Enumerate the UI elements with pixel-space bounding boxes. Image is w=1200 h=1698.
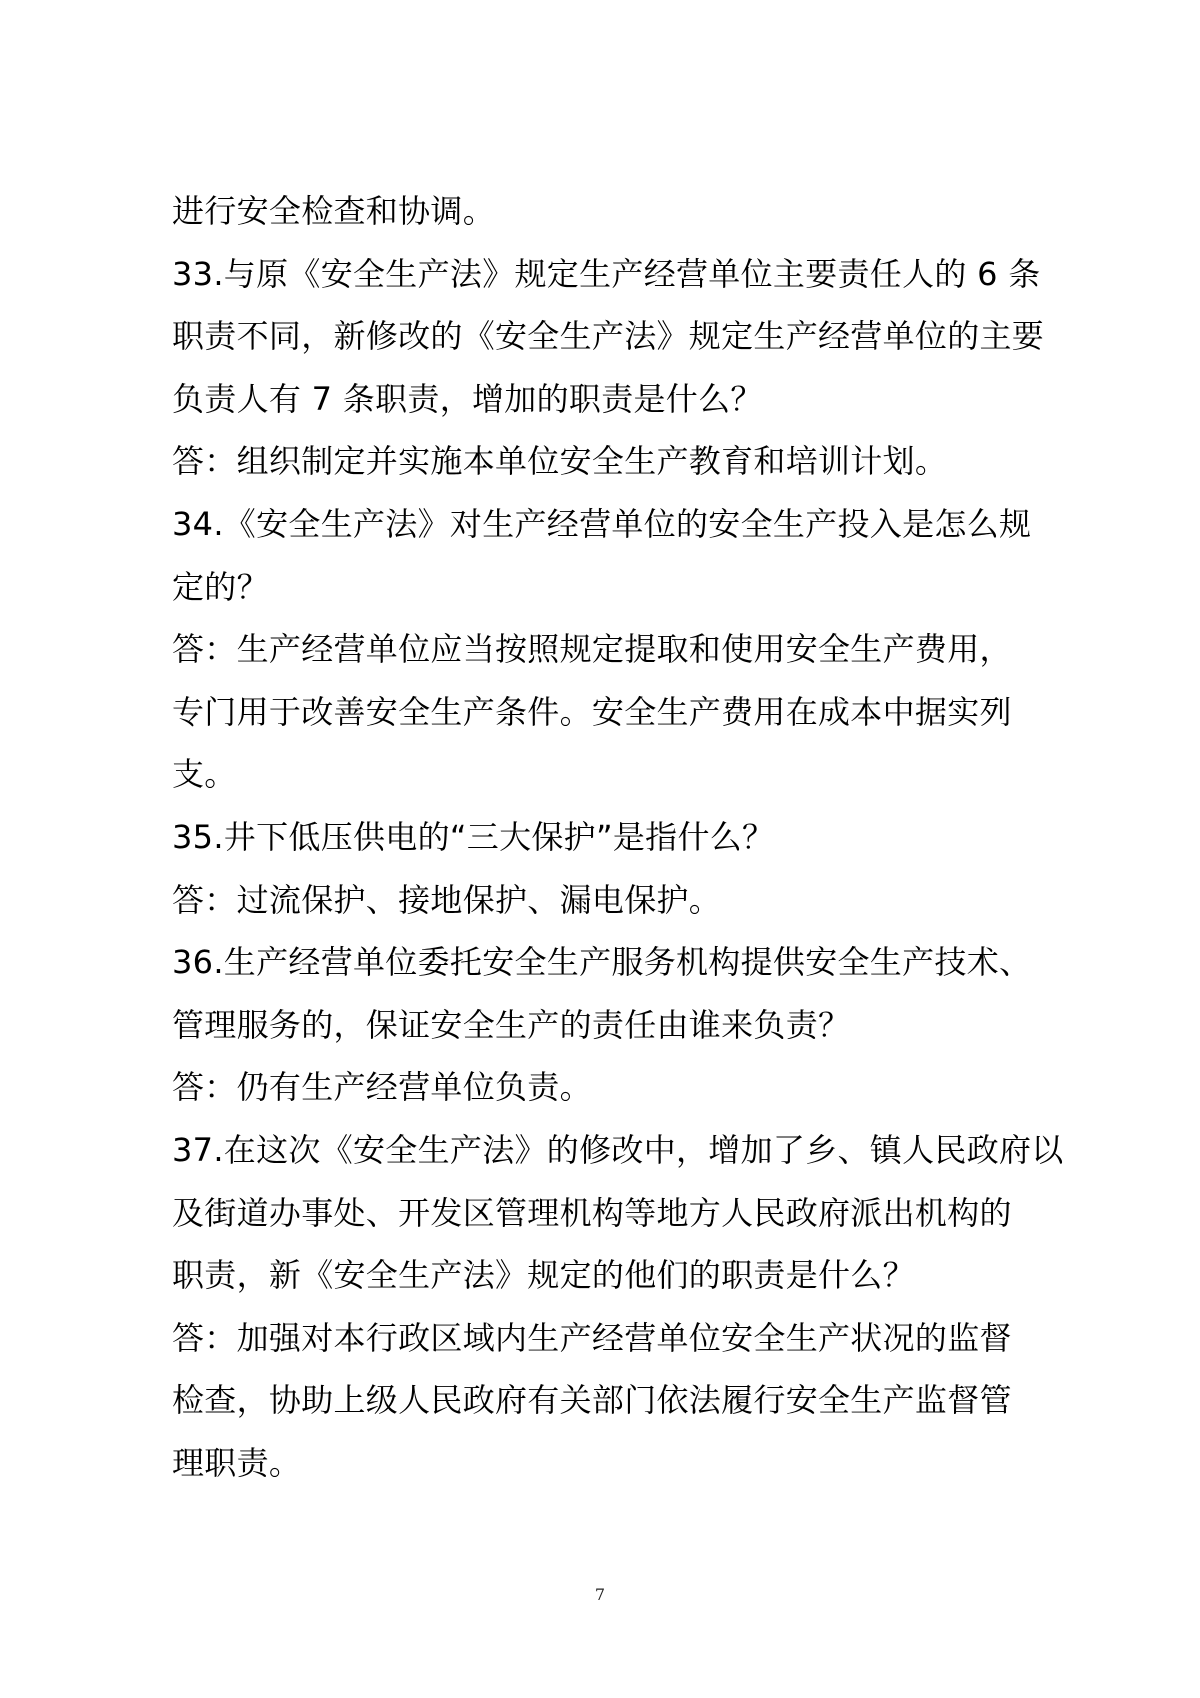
- answer-34-line: 答：生产经营单位应当按照规定提取和使用安全生产费用，: [172, 630, 1012, 669]
- page-number: 7: [594, 1585, 606, 1604]
- text-line: 进行安全检查和协调。: [172, 192, 496, 230]
- question-37-line: 37.在这次《安全生产法》的修改中，增加了乡、镇人民政府以: [172, 1130, 1064, 1169]
- question-35-line: 35.井下低压供电的“三大保护”是指什么？: [172, 817, 775, 856]
- document-body: [172, 180, 1064, 1494]
- text-line: 管理服务的，保证安全生产的责任由谁来负责？: [172, 1005, 851, 1044]
- text-line: 支。: [172, 755, 237, 794]
- answer-33-line: 答：组织制定并实施本单位安全生产教育和培训计划。: [172, 442, 948, 481]
- text-line: 职责不同，新修改的《安全生产法》规定生产经营单位的主要: [172, 317, 1045, 356]
- answer-36-line: 答：仍有生产经营单位负责。: [172, 1068, 592, 1107]
- question-33-line: 33.与原《安全生产法》规定生产经营单位主要责任人的 6 条: [172, 254, 1041, 293]
- text-line: 理职责。: [172, 1443, 302, 1482]
- text-line: 职责，新《安全生产法》规定的他们的职责是什么？: [172, 1256, 915, 1295]
- text-line: 专门用于改善安全生产条件。安全生产费用在成本中据实列: [172, 692, 1012, 731]
- answer-35-line: 答：过流保护、接地保护、漏电保护。: [172, 880, 722, 919]
- question-34-line: 34.《安全生产法》对生产经营单位的安全生产投入是怎么规: [172, 504, 1032, 543]
- text-line: 检查，协助上级人民政府有关部门依法履行安全生产监督管: [172, 1381, 1012, 1420]
- question-36-line: 36.生产经营单位委托安全生产服务机构提供安全生产技术、: [172, 943, 1032, 982]
- text-line: 负责人有 7 条职责，增加的职责是什么？: [172, 379, 763, 418]
- text-line: 定的？: [172, 567, 269, 606]
- answer-37-line: 答：加强对本行政区域内生产经营单位安全生产状况的监督: [172, 1318, 1012, 1357]
- text-line: 及街道办事处、开发区管理机构等地方人民政府派出机构的: [172, 1193, 1012, 1232]
